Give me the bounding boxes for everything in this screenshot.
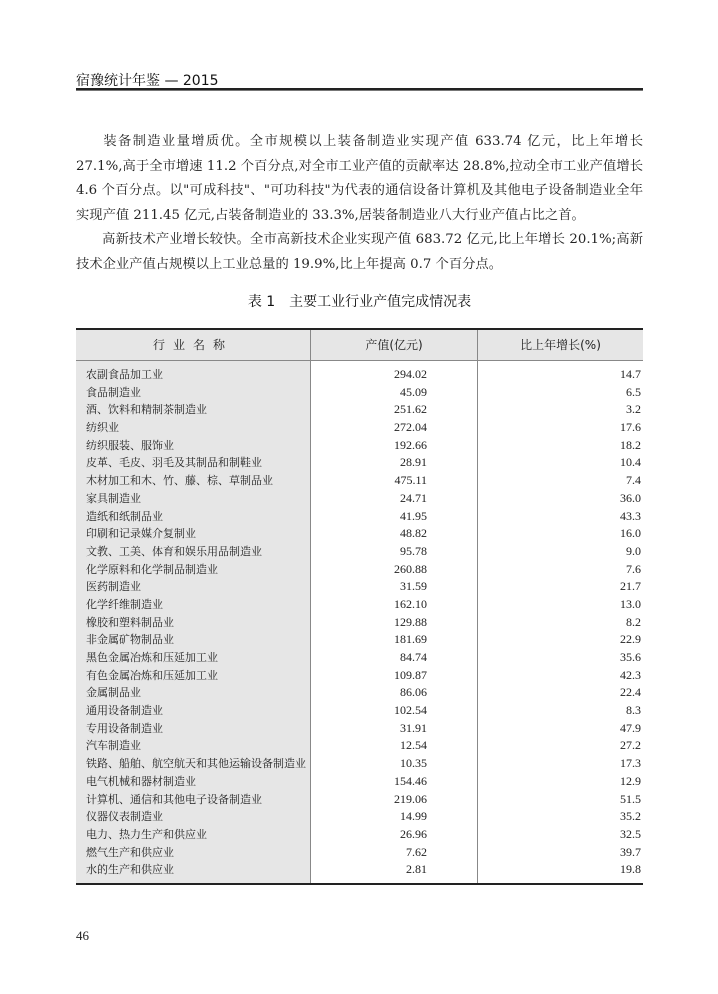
cell-output-value: 154.46	[394, 773, 427, 788]
cell-output-value: 95.78	[400, 543, 427, 558]
cell-growth: 43.3	[620, 508, 641, 523]
cell-industry-name: 电力、热力生产和供应业	[86, 827, 207, 841]
cell-growth: 8.2	[626, 614, 641, 629]
paragraph-text: 高新技术产业增长较快。全市高新技术企业实现产值 683.72 亿元,比上年增长 20.1%;高新技术企业产值占规模以上工业总量的 19.9%,比上年提高 0.7 个百分点。	[76, 232, 643, 272]
cell-growth: 17.3	[620, 756, 641, 771]
paragraph-text: 装备制造业量增质优。全市规模以上装备制造业实现产值 633.74 亿元，比上年增长 27.1%,高于全市增速 11.2 个百分点,对全市工业产值的贡献率达 28.8%,拉动全市工业产值增长 4.6 个百分点。以"可成科技"、"可功科技"为代表的通信设备计算机及其他电子设备制造业全年实现产值 211.45 亿元,占装备制造业的 33.3%,居装备制造业八大行业产值占比之首。	[76, 134, 643, 223]
cell-growth: 35.2	[620, 809, 641, 824]
cell-growth: 22.4	[620, 685, 641, 700]
header-growth: 比上年增长(%)	[520, 338, 601, 352]
cell-output-value: 41.95	[400, 508, 427, 523]
cell-growth: 18.2	[620, 437, 641, 452]
cell-industry-name: 木材加工和木、竹、藤、棕、草制品业	[86, 474, 273, 488]
running-head: 宿豫统计年鉴 — 2015	[76, 73, 219, 89]
cell-industry-name: 电气机械和器材制造业	[86, 774, 196, 788]
table-header-row	[76, 330, 643, 361]
cell-industry-name: 酒、饮料和精制茶制造业	[86, 403, 207, 417]
cell-industry-name: 金属制品业	[86, 686, 141, 700]
paragraph-equipment-manufacturing	[76, 130, 643, 228]
cell-growth: 47.9	[620, 720, 641, 735]
cell-growth: 27.2	[620, 738, 641, 753]
cell-growth: 8.3	[626, 703, 641, 718]
cell-output-value: 272.04	[394, 420, 427, 435]
cell-output-value: 260.88	[394, 561, 427, 576]
cell-output-value: 24.71	[400, 490, 427, 505]
cell-growth: 7.4	[626, 473, 641, 488]
cell-output-value: 10.35	[400, 756, 427, 771]
column-industry-name	[76, 361, 311, 883]
cell-growth: 51.5	[620, 791, 641, 806]
cell-industry-name: 医药制造业	[86, 580, 141, 594]
cell-industry-name: 纺织业	[86, 421, 119, 435]
cell-industry-name: 水的生产和供应业	[86, 863, 174, 877]
cell-growth: 39.7	[620, 844, 641, 859]
cell-growth: 12.9	[620, 773, 641, 788]
cell-growth: 13.0	[620, 596, 641, 611]
cell-industry-name: 文教、工美、体育和娱乐用品制造业	[86, 544, 262, 558]
cell-growth: 21.7	[620, 579, 641, 594]
cell-output-value: 129.88	[394, 614, 427, 629]
cell-industry-name: 橡胶和塑料制品业	[86, 615, 174, 629]
cell-output-value: 109.87	[394, 667, 427, 682]
cell-output-value: 162.10	[394, 596, 427, 611]
cell-industry-name: 皮革、毛皮、羽毛及其制品和制鞋业	[86, 456, 262, 470]
cell-output-value: 475.11	[394, 473, 427, 488]
paragraph-high-tech	[76, 228, 643, 277]
column-growth	[478, 361, 643, 883]
header-industry-name: 行业名称	[76, 330, 311, 360]
cell-industry-name: 农副食品加工业	[86, 368, 163, 381]
cell-industry-name: 专用设备制造业	[86, 721, 163, 735]
industry-output-table	[76, 328, 643, 885]
cell-industry-name: 非金属矿物制品业	[86, 633, 174, 647]
cell-growth: 17.6	[620, 420, 641, 435]
cell-industry-name: 家具制造业	[86, 491, 141, 505]
cell-output-value: 2.81	[406, 862, 427, 877]
cell-output-value: 294.02	[394, 367, 427, 381]
cell-growth: 6.5	[626, 384, 641, 399]
cell-growth: 7.6	[626, 561, 641, 576]
cell-industry-name: 黑色金属冶炼和压延加工业	[86, 651, 218, 664]
cell-output-value: 7.62	[406, 844, 427, 859]
cell-output-value: 45.09	[400, 384, 427, 399]
cell-growth: 42.3	[620, 667, 641, 682]
cell-output-value: 192.66	[394, 437, 427, 452]
cell-industry-name: 纺织服装、服饰业	[86, 438, 174, 452]
cell-output-value: 26.96	[400, 826, 427, 841]
cell-industry-name: 印刷和记录媒介复制业	[86, 527, 196, 541]
header-rule	[76, 88, 643, 91]
cell-output-value: 102.54	[394, 703, 427, 718]
cell-industry-name: 有色金属冶炼和压延加工业	[86, 668, 218, 682]
table-bottom-rule	[76, 883, 643, 885]
cell-output-value: 28.91	[400, 455, 427, 470]
cell-industry-name: 汽车制造业	[86, 739, 141, 753]
cell-output-value: 48.82	[400, 526, 427, 541]
cell-industry-name: 食品制造业	[86, 385, 141, 399]
cell-industry-name: 铁路、船舶、航空航天和其他运输设备制造业	[86, 757, 306, 771]
cell-industry-name: 通用设备制造业	[86, 704, 163, 718]
table-body	[76, 361, 643, 883]
cell-growth: 14.7	[620, 367, 641, 381]
cell-industry-name: 仪器仪表制造业	[86, 810, 163, 824]
cell-industry-name: 造纸和纸制品业	[86, 509, 163, 523]
column-output-value	[311, 361, 478, 883]
cell-output-value: 31.91	[400, 720, 427, 735]
cell-growth: 35.6	[620, 650, 641, 664]
header-output-value: 产值(亿元)	[311, 330, 478, 360]
cell-growth: 22.9	[620, 632, 641, 647]
cell-output-value: 219.06	[394, 791, 427, 806]
cell-growth: 32.5	[620, 826, 641, 841]
cell-growth: 19.8	[620, 862, 641, 877]
table-title: 表 1 主要工业行业产值完成情况表	[247, 294, 472, 310]
page-number: 46	[76, 928, 89, 943]
cell-output-value: 251.62	[394, 402, 427, 417]
cell-growth: 16.0	[620, 526, 641, 541]
cell-industry-name: 计算机、通信和其他电子设备制造业	[86, 792, 262, 806]
cell-growth: 3.2	[626, 402, 641, 417]
cell-output-value: 84.74	[400, 650, 427, 664]
cell-output-value: 14.99	[400, 809, 427, 824]
cell-industry-name: 化学原料和化学制品制造业	[86, 562, 218, 576]
cell-industry-name: 化学纤维制造业	[86, 597, 163, 611]
cell-growth: 10.4	[620, 455, 641, 470]
cell-output-value: 12.54	[400, 738, 427, 753]
cell-output-value: 31.59	[400, 579, 427, 594]
cell-output-value: 181.69	[394, 632, 427, 647]
cell-output-value: 86.06	[400, 685, 427, 700]
cell-industry-name: 燃气生产和供应业	[86, 845, 174, 859]
cell-growth: 9.0	[626, 543, 641, 558]
cell-growth: 36.0	[620, 490, 641, 505]
